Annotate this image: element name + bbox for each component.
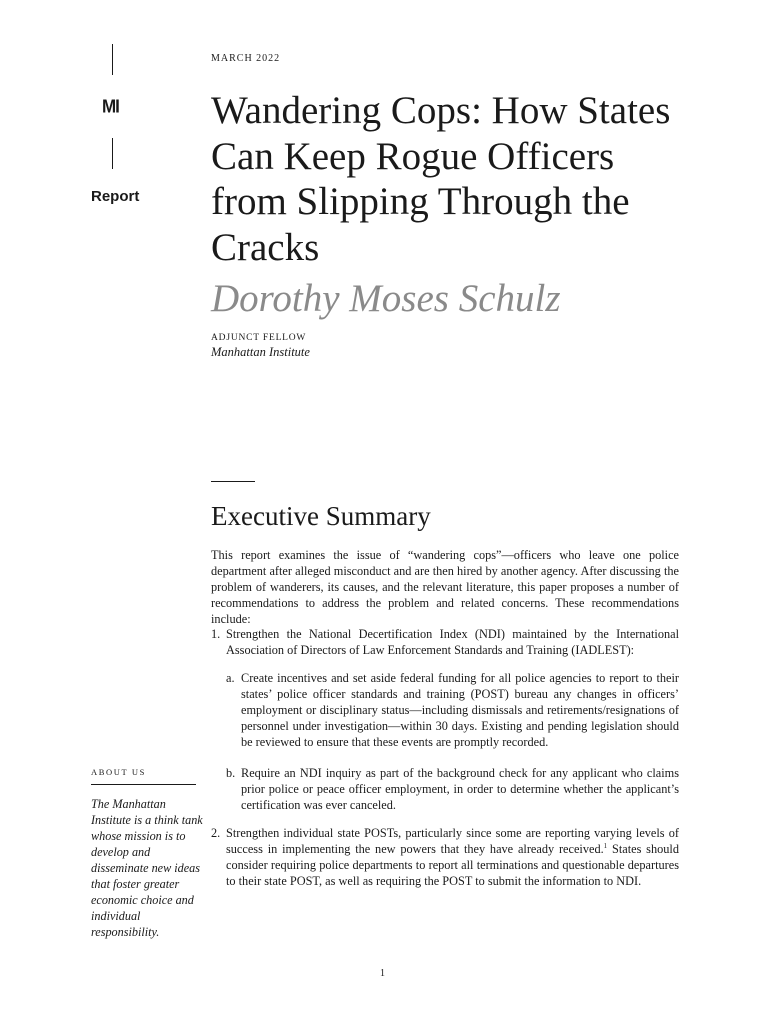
author-role: ADJUNCT FELLOW: [211, 333, 307, 343]
author-name: Dorothy Moses Schulz: [211, 277, 561, 320]
about-us-heading: ABOUT US: [91, 767, 146, 777]
about-us-divider: [91, 784, 196, 785]
list-marker: a.: [226, 671, 235, 685]
recommendation-text: Strengthen the National Decertification Index (NDI) maintained by the International Association of Directors of Law Enforcement Standards and Training (IADLEST):: [226, 627, 679, 657]
executive-summary-intro: This report examines the issue of “wandering cops”—officers who leave one police department after alleged misconduct and are then hired by another agency. After discussing the problem of wanderers, its causes, and the relevant literature, this paper proposes a number of recommendations to address the problem and related concerns. These recommendations include:: [211, 548, 679, 626]
recommendation-item: [211, 825, 679, 889]
recommendation-subitem: [226, 765, 679, 813]
recommendation-subitem: [226, 670, 679, 750]
page-number: 1: [380, 968, 385, 979]
report-title: Wandering Cops: How States Can Keep Rogue Officers from Slipping Through the Cracks: [211, 89, 671, 269]
recommendation-text: [226, 825, 679, 889]
rail-divider-bottom: [112, 138, 113, 169]
recommendation-text-part: Strengthen individual state POSTs, particularly since some are reporting varying levels of success in implementing the new powers that they have already received.: [226, 826, 679, 856]
rail-divider-top: [112, 44, 113, 75]
recommendation-text: Create incentives and set aside federal funding for all police agencies to report to their states’ police officer standards and training (POST) bureau any changes in officers’ employment or disciplinary status—including dismissals and retirements/resignations of personnel under investigation—within 30 days. Existing and pending legislation should be reviewed to ensure that these events are promptly recorded.: [241, 671, 679, 749]
footnote-marker[interactable]: 1: [603, 841, 608, 850]
author-organization: Manhattan Institute: [211, 345, 310, 359]
recommendation-item: [211, 626, 679, 658]
executive-summary-heading: Executive Summary: [211, 501, 431, 531]
list-marker: b.: [226, 766, 236, 780]
manhattan-institute-logo: MI: [102, 96, 119, 117]
section-divider: [211, 481, 255, 482]
document-type-label: Report: [91, 188, 140, 205]
recommendation-text: Require an NDI inquiry as part of the background check for any applicant who claims prior police or peace officer employment, in order to determine whether the applicant’s certification was ever canceled.: [241, 766, 679, 812]
publication-date: MARCH 2022: [211, 53, 281, 64]
list-marker: 2.: [211, 826, 221, 840]
about-us-text: The Manhattan Institute is a think tank whose mission is to develop and disseminate new ideas that foster greater economic choice and individual responsibility.: [91, 797, 203, 939]
list-marker: 1.: [211, 627, 221, 641]
recommendation-text-part: States should consider requiring police departments to report all terminations and questionable departures to their state POST, as well as requiring the POST to submit the information to NDI.: [226, 842, 679, 888]
